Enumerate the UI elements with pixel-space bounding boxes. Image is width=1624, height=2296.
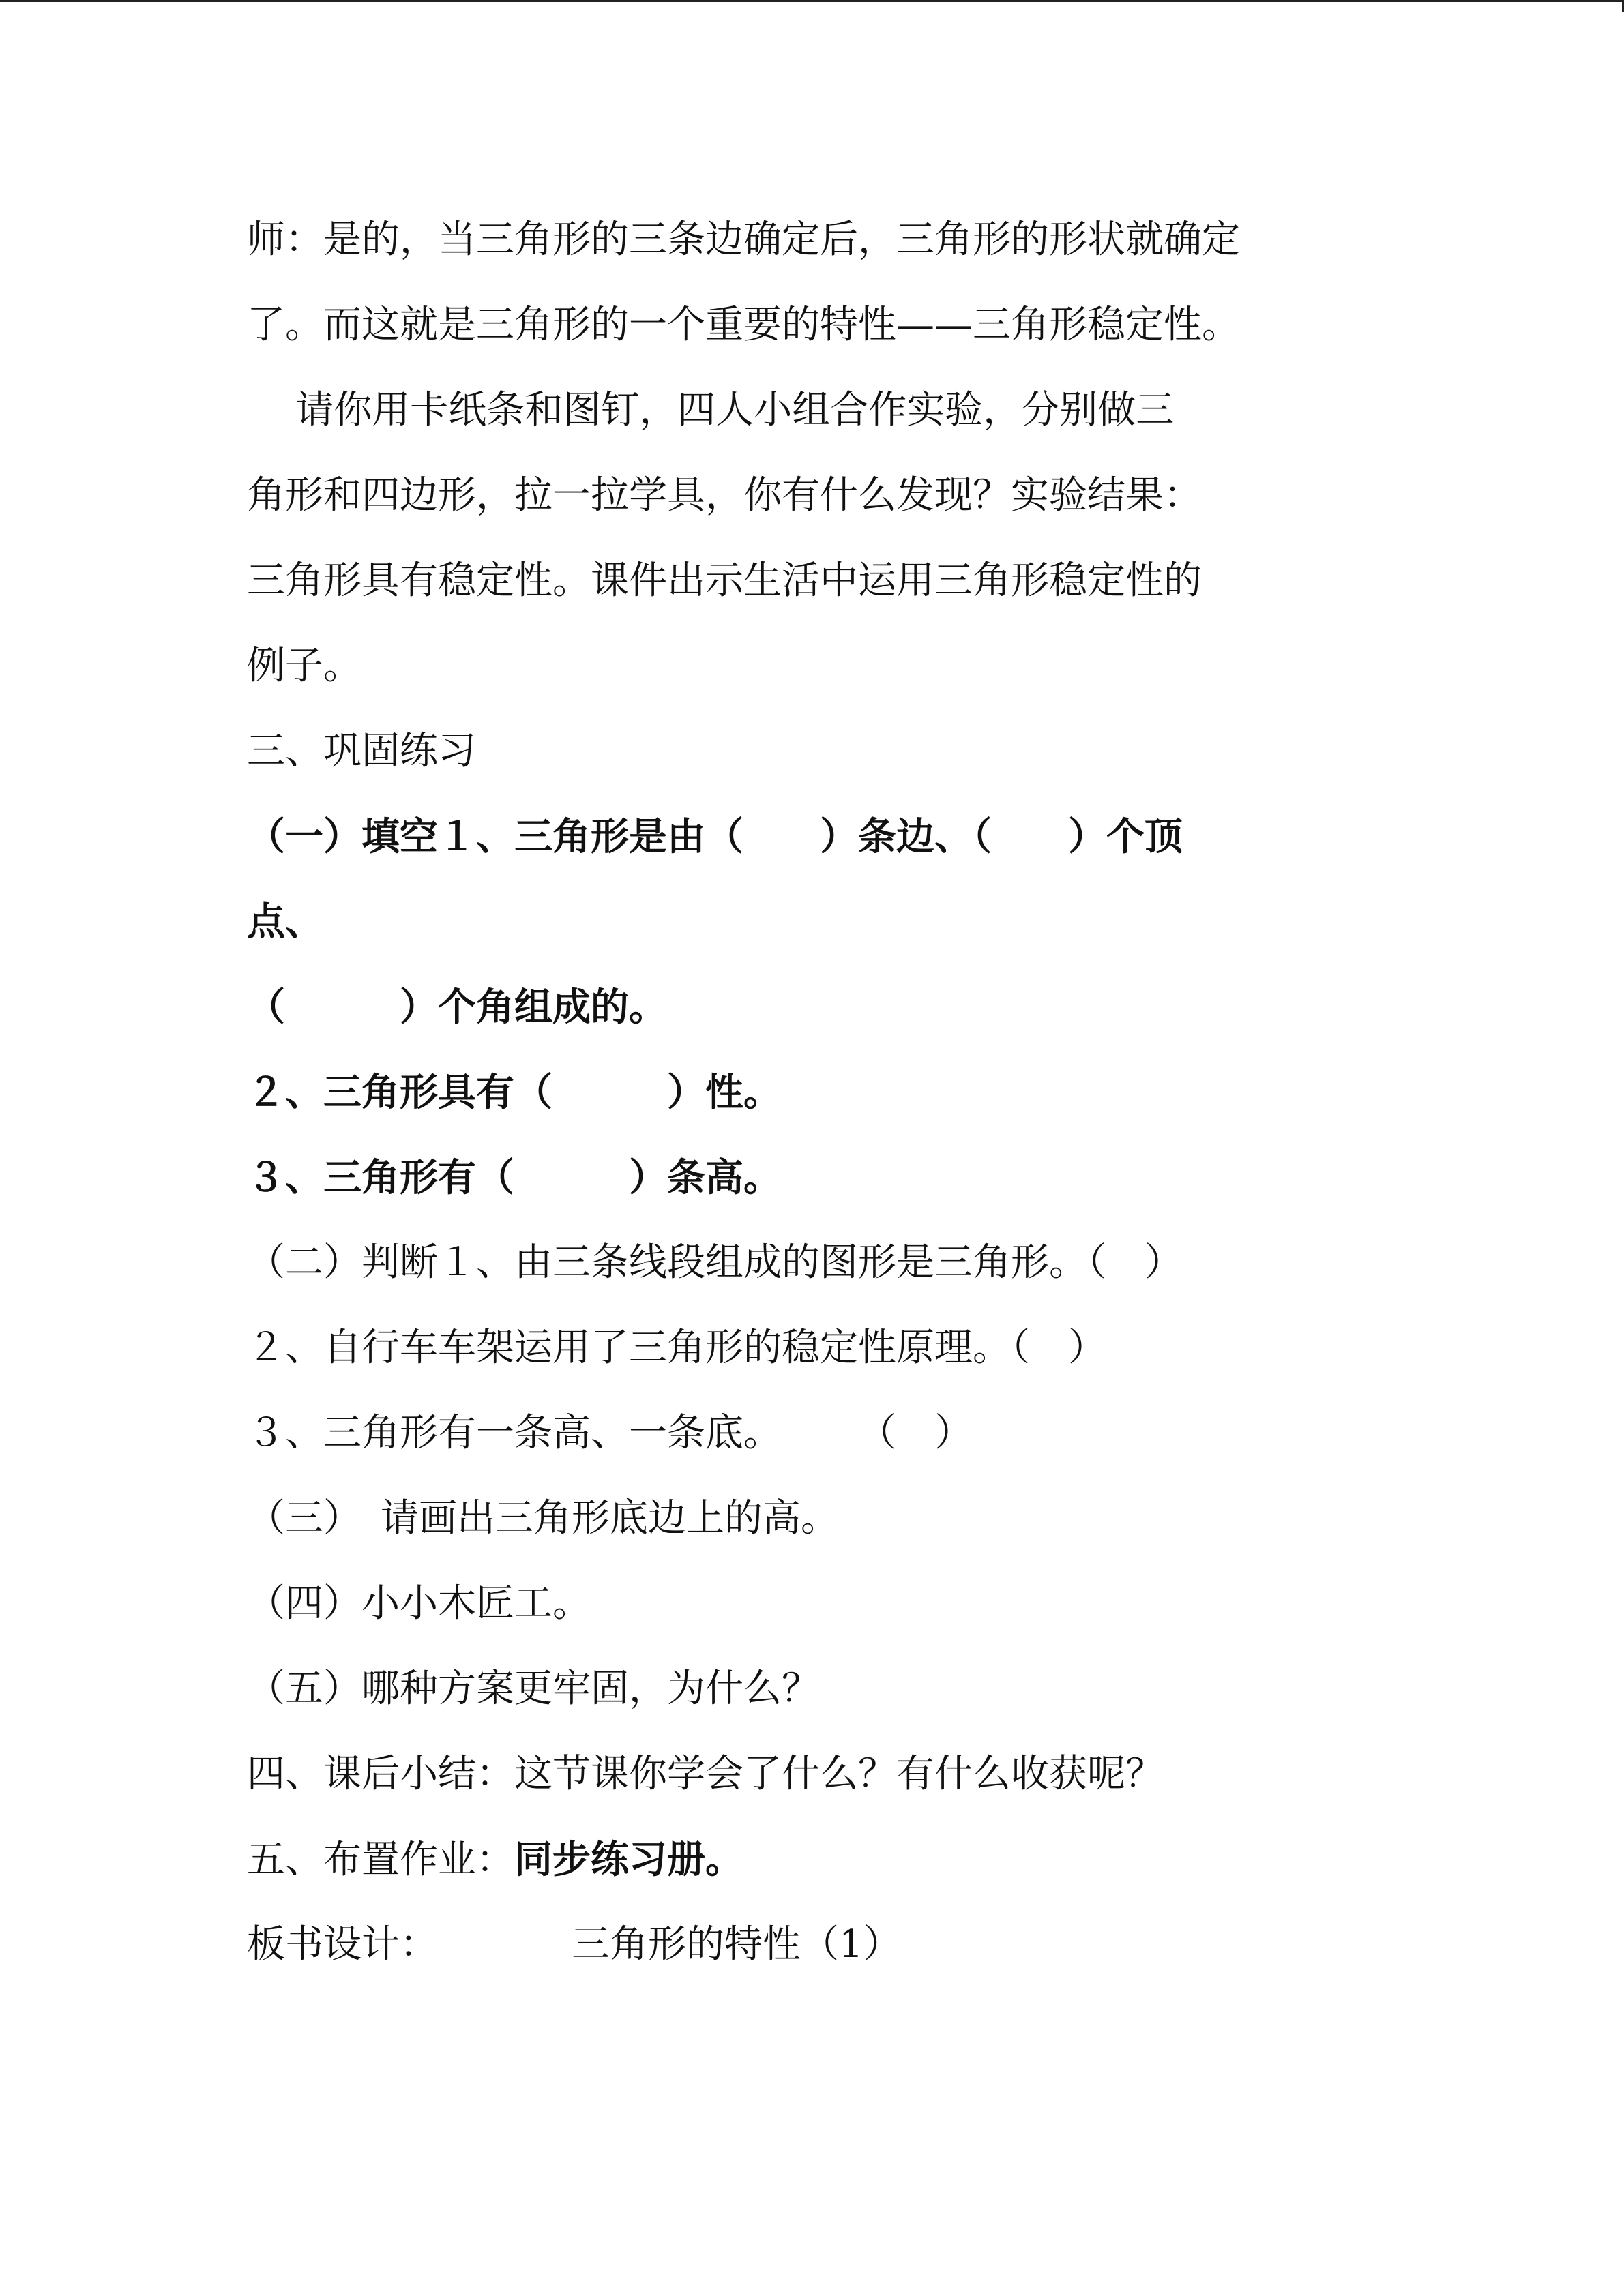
- exercise-line: 点、: [247, 899, 323, 944]
- exercise-line: （四）小小木匠工。: [247, 1581, 591, 1626]
- blackboard-design-label: 板书设计：: [247, 1922, 438, 1967]
- homework-value: 同步练习册。: [514, 1837, 743, 1882]
- exercise-line: （三） 请画出三角形底边上的高。: [247, 1496, 839, 1540]
- exercise-line: （二）判断１、由三条线段组成的图形是三角形。（ ）: [247, 1240, 1183, 1285]
- blackboard-design-title: 三角形的特性（1）: [572, 1922, 902, 1967]
- homework-label: 五、布置作业：: [247, 1838, 514, 1882]
- exercise-line: ３、三角形有一条高、一条底。 （ ）: [247, 1411, 973, 1455]
- section-heading: [247, 1832, 743, 1887]
- exercise-line: ３、三角形有（ ）条高。: [247, 1155, 782, 1200]
- paragraph-line: 请你用卡纸条和图钉，四人小组合作实验，分别做三: [247, 388, 1175, 432]
- paragraph-line: 例子。: [247, 644, 361, 688]
- section-heading: 四、课后小结：这节课你学会了什么？有什么收获呢？: [247, 1752, 1164, 1796]
- paragraph-line: 三角形具有稳定性。课件出示生活中运用三角形稳定性的: [247, 558, 1202, 603]
- paragraph-line: 角形和四边形，拉一拉学具，你有什么发现？实验结果：: [247, 473, 1202, 518]
- exercise-line: ２、自行车车架运用了三角形的稳定性原理。（ ）: [247, 1326, 1106, 1370]
- exercise-line: （五）哪种方案更牢固，为什么？: [247, 1667, 820, 1711]
- exercise-line: ２、三角形具有（ ）性。: [247, 1070, 782, 1115]
- exercise-line: （一）填空１、三角形是由（ ）条边、（ ）个顶: [247, 814, 1183, 859]
- paragraph-line: 了。而这就是三角形的一个重要的特性——三角形稳定性。: [247, 303, 1240, 347]
- section-heading: 三、巩固练习: [247, 729, 476, 773]
- exercise-line: （ ）个角组成的。: [247, 985, 667, 1030]
- paragraph-line: 师：是的，当三角形的三条边确定后，三角形的形状就确定: [247, 218, 1240, 262]
